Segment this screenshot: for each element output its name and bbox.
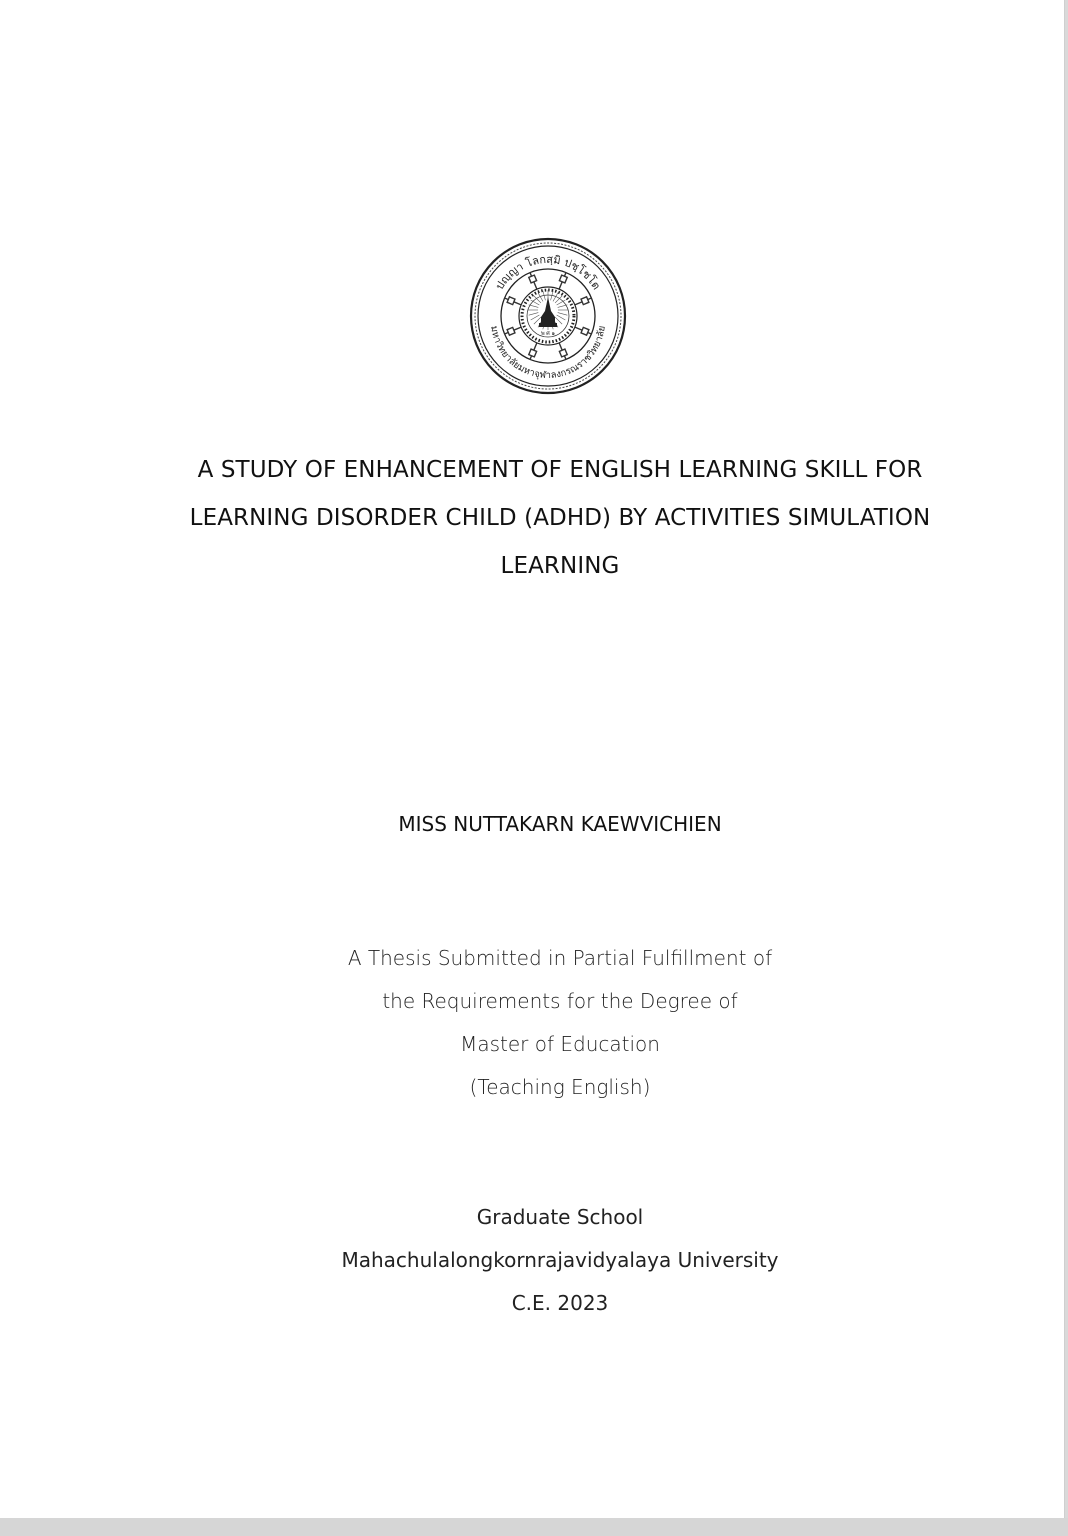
seal-center-text: พ ศ ๑ [540, 331, 556, 337]
institution-line: Graduate School [476, 1205, 644, 1229]
title-line: LEARNING DISORDER CHILD (ADHD) BY ACTIVITIES SIMULATION [189, 505, 931, 531]
degree-line: (Teaching English) [469, 1075, 651, 1099]
degree-line: Master of Education [460, 1032, 660, 1056]
institution-block [260, 1196, 860, 1325]
viewer-bottom-strip [0, 1518, 1068, 1536]
degree-statement [260, 937, 860, 1109]
seal-top-text: ปญฺญา โลกสฺมิ ปชฺโชโต [492, 252, 604, 293]
institution-line: Mahachulalongkornrajavidyalaya University [341, 1248, 779, 1272]
university-seal-icon [467, 237, 629, 395]
title-line: A STUDY OF ENHANCEMENT OF ENGLISH LEARNING SKILL FOR [197, 457, 923, 483]
author-name: MISS NUTTAKARN KAEWVICHIEN [398, 812, 722, 836]
institution-line: C.E. 2023 [511, 1291, 609, 1315]
degree-line: the Requirements for the Degree of [382, 989, 738, 1013]
title-line: LEARNING [500, 553, 620, 579]
thesis-title [150, 446, 970, 590]
degree-line: A Thesis Submitted in Partial Fulfillment of [347, 946, 773, 970]
seal-bottom-text: มหาวิทยาลัยมหาจุฬาลงกรณราชวิทยาลัย [488, 325, 608, 382]
